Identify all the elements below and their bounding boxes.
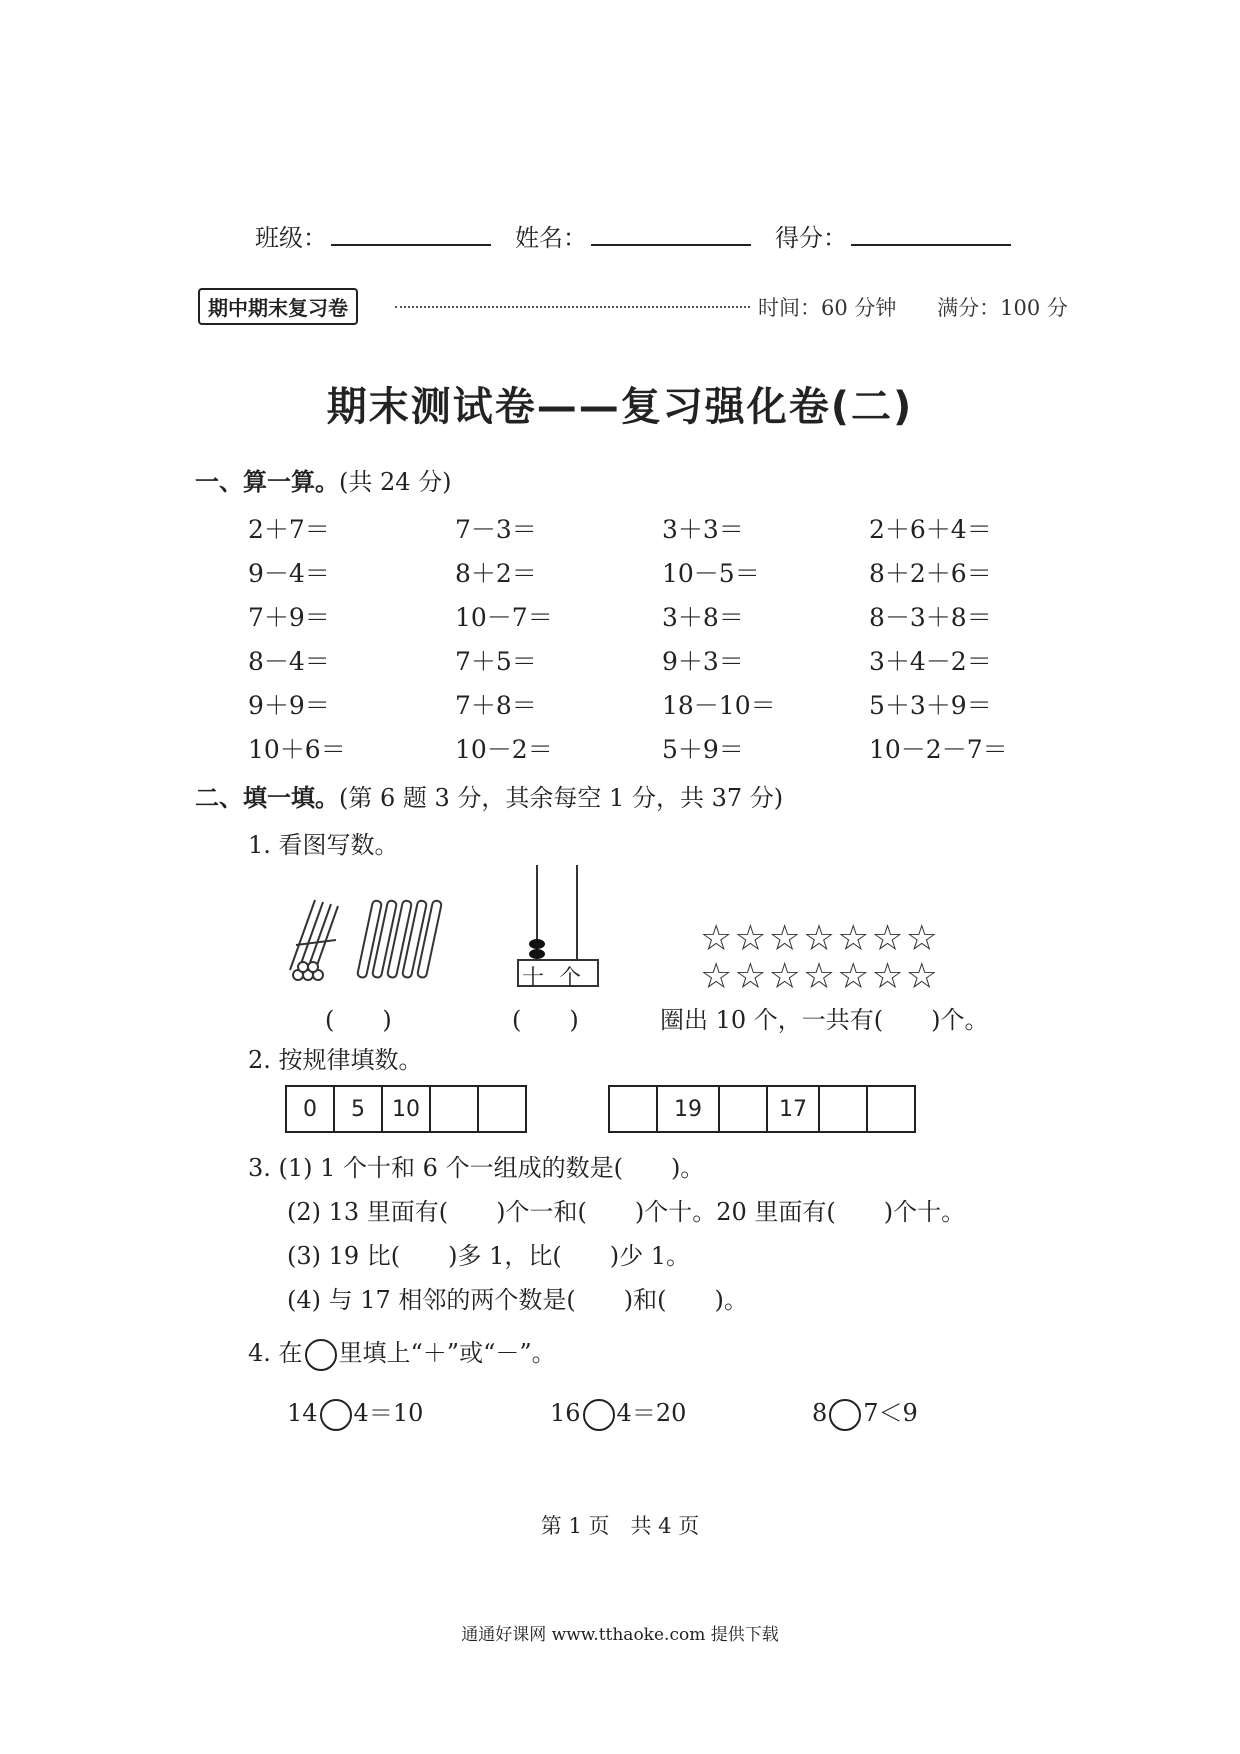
q2-label: 2. 按规律填数。 [248, 1046, 423, 1074]
section1-title: 一、算一算。 [195, 468, 339, 496]
class-label: 班级： [255, 224, 327, 252]
score-blank[interactable] [851, 220, 1011, 246]
calc-item: 2＋6＋4＝ [869, 515, 992, 544]
q4-item [550, 1393, 686, 1431]
sequence-boxes-2 [608, 1085, 916, 1133]
calc-item: 10－5＝ [662, 559, 760, 588]
calc-item: 2＋7＝ [248, 515, 330, 544]
calc-item: 9＋3＝ [662, 647, 744, 676]
section2-title: 二、填一填。 [195, 784, 339, 812]
sequence-blank[interactable] [479, 1087, 525, 1131]
q4-item [287, 1393, 423, 1431]
page-number: 第 1 页 共 4 页 [540, 1514, 700, 1538]
sequence-blank[interactable] [610, 1087, 658, 1131]
operator-circle[interactable] [320, 1399, 352, 1431]
calc-item: 9＋9＝ [248, 691, 330, 720]
calc-item: 8－4＝ [248, 647, 330, 676]
calc-row [248, 686, 1048, 730]
q4-label [248, 1333, 556, 1371]
time-info [758, 292, 1068, 322]
q4-left: 16 [550, 1399, 581, 1427]
calc-item: 3＋4－2＝ [869, 647, 992, 676]
sequence-cell: 0 [287, 1087, 335, 1131]
q4-label-after: 里填上“＋”或“－”。 [338, 1339, 556, 1367]
operator-circle[interactable] [583, 1399, 615, 1431]
sequence-blank[interactable] [868, 1087, 914, 1131]
q4-label-before: 4. 在 [248, 1339, 303, 1367]
calc-item: 8－3＋8＝ [869, 603, 992, 632]
stars-row-1: ☆☆☆☆☆☆☆ [700, 918, 940, 959]
q3-line-4: (4) 与 17 相邻的两个数是( )和( )。 [287, 1286, 748, 1314]
sequence-cell: 17 [768, 1087, 820, 1131]
sequence-blank[interactable] [820, 1087, 868, 1131]
stars-question: 圈出 10 个，一共有( )个。 [660, 1006, 989, 1034]
site-credit: 通通好课网 www.tthaoke.com 提供下载 [461, 1625, 779, 1645]
sequence-blank[interactable] [431, 1087, 479, 1131]
circle-icon [305, 1339, 337, 1371]
q4-left: 14 [287, 1399, 318, 1427]
sequence-cell: 10 [383, 1087, 431, 1131]
name-blank[interactable] [591, 220, 751, 246]
sequence-boxes-1 [285, 1085, 527, 1133]
abacus-label: 十 个 [522, 966, 585, 991]
operator-circle[interactable] [829, 1399, 861, 1431]
sequence-cell: 19 [658, 1087, 720, 1131]
calc-item: 10－7＝ [455, 603, 553, 632]
section1-points: (共 24 分) [339, 468, 452, 496]
calc-item: 9－4＝ [248, 559, 330, 588]
section2-heading [195, 778, 783, 813]
q4-left: 8 [812, 1399, 828, 1427]
calc-item: 7＋5＝ [455, 647, 537, 676]
calc-item: 10＋6＝ [248, 735, 346, 764]
q4-right: 7＜9 [863, 1399, 918, 1427]
calc-item: 8＋2＋6＝ [869, 559, 992, 588]
calc-item: 7＋8＝ [455, 691, 537, 720]
calc-row [248, 598, 1048, 642]
calc-item: 5＋3＋9＝ [869, 691, 992, 720]
sticks-bundle-icon [280, 890, 460, 990]
section1-heading [195, 462, 452, 497]
dotted-divider [395, 306, 750, 308]
calc-item: 3＋3＝ [662, 515, 744, 544]
calc-item: 3＋8＝ [662, 603, 744, 632]
page-title: 期末测试卷——复习强化卷(二) [326, 384, 914, 430]
exam-type-tag: 期中期末复习卷 [198, 288, 358, 325]
calc-row [248, 642, 1048, 686]
time-limit: 时间：60 分钟 [758, 296, 897, 320]
name-label: 姓名： [515, 224, 587, 252]
student-info-row [255, 218, 1035, 253]
calc-item: 5＋9＝ [662, 735, 744, 764]
q1-label: 1. 看图写数。 [248, 831, 399, 859]
answer-paren-sticks[interactable]: ( ) [325, 1006, 392, 1034]
sequence-blank[interactable] [720, 1087, 768, 1131]
class-blank[interactable] [331, 220, 491, 246]
calc-item: 10－2－7＝ [869, 735, 1008, 764]
calc-item: 18－10＝ [662, 691, 776, 720]
section2-points: (第 6 题 3 分，其余每空 1 分，共 37 分) [339, 784, 784, 812]
score-label: 得分： [775, 224, 847, 252]
calc-item: 10－2＝ [455, 735, 553, 764]
calc-row [248, 730, 1048, 774]
full-score: 满分：100 分 [937, 296, 1068, 320]
calc-item: 7＋9＝ [248, 603, 330, 632]
q3-line-1: 3. (1) 1 个十和 6 个一组成的数是( )。 [248, 1154, 705, 1182]
q4-item [812, 1393, 918, 1431]
calc-grid [248, 510, 1048, 774]
q3-line-2: (2) 13 里面有( )个一和( )个十。20 里面有( )个十。 [287, 1198, 966, 1226]
calc-item: 7－3＝ [455, 515, 537, 544]
calc-row [248, 554, 1048, 598]
q4-right: 4＝20 [616, 1399, 687, 1427]
answer-paren-abacus[interactable]: ( ) [512, 1006, 579, 1034]
sequence-cell: 5 [335, 1087, 383, 1131]
calc-item: 8＋2＝ [455, 559, 537, 588]
q3-line-3: (3) 19 比( )多 1，比( )少 1。 [287, 1242, 691, 1270]
stars-row-2: ☆☆☆☆☆☆☆ [700, 956, 940, 997]
calc-row [248, 510, 1048, 554]
q4-right: 4＝10 [353, 1399, 424, 1427]
